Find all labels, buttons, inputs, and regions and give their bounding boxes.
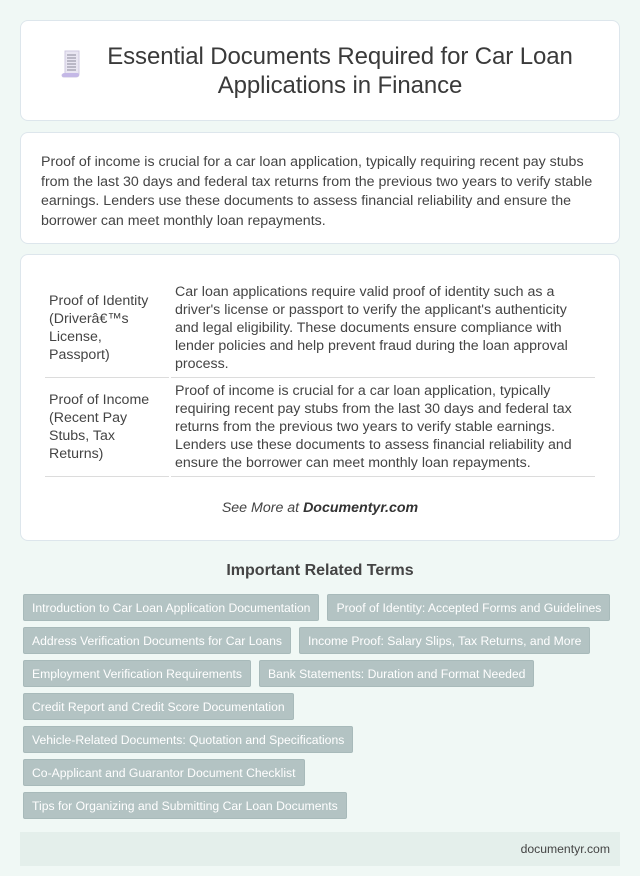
related-term-tag[interactable]: Co-Applicant and Guarantor Document Checklist (23, 759, 305, 786)
row-description: Proof of income is crucial for a car loan application, typically requiring recent pay stubs from the last 30 days and federal tax returns from the previous two years to verify stable earnings. Lenders use these documents to assess financial reliability and ensure the borrower can meet monthly loan repayments. (171, 378, 595, 477)
summary-text: Proof of income is crucial for a car loan application, typically requiring recent pay stubs from the last 30 days and federal tax returns from the previous two years to verify stable earnings. Lenders use these documents to assess financial reliability and ensure the borrower can meet monthly loan repayments. (41, 154, 593, 229)
table-row (45, 279, 595, 378)
footer-site-link[interactable]: documentyr.com (520, 842, 610, 856)
table-row (45, 378, 595, 477)
related-term-tag[interactable]: Income Proof: Salary Slips, Tax Returns, and More (299, 627, 590, 654)
related-term-tag[interactable]: Employment Verification Requirements (23, 660, 251, 687)
related-term-tag[interactable]: Address Verification Documents for Car Loans (23, 627, 291, 654)
title-row (61, 42, 579, 100)
related-term-tag[interactable]: Credit Report and Credit Score Documentation (23, 693, 294, 720)
related-term-tag[interactable]: Vehicle-Related Documents: Quotation and Specifications (23, 726, 353, 753)
related-term-tag[interactable]: Tips for Organizing and Submitting Car Loan Documents (23, 792, 347, 819)
summary-card (20, 132, 620, 244)
footer (20, 832, 620, 866)
related-terms-list (20, 594, 620, 819)
document-icon (61, 50, 83, 78)
see-more-link[interactable]: Documentyr.com (303, 500, 419, 516)
row-description: Car loan applications require valid proof of identity such as a driver's license or passport to verify the applicant's authenticity and legal eligibility. These documents ensure compliance with lender policies and help prevent fraud during the loan approval process. (171, 279, 595, 378)
see-more-text (43, 500, 597, 516)
related-terms-title: Important Related Terms (226, 562, 414, 579)
see-more-prefix: See More at (221, 500, 304, 516)
row-label: Proof of Identity (Driverâ€™s License, Passport) (45, 279, 169, 378)
documents-table (43, 279, 597, 477)
row-label: Proof of Income (Recent Pay Stubs, Tax Returns) (45, 378, 169, 477)
related-term-tag[interactable]: Introduction to Car Loan Application Documentation (23, 594, 319, 621)
page-title: Essential Documents Required for Car Loan Applications in Finance (107, 42, 573, 99)
related-term-tag[interactable]: Proof of Identity: Accepted Forms and Guidelines (327, 594, 610, 621)
documents-table-card (20, 254, 620, 541)
related-term-tag[interactable]: Bank Statements: Duration and Format Needed (259, 660, 534, 687)
title-card (20, 20, 620, 121)
